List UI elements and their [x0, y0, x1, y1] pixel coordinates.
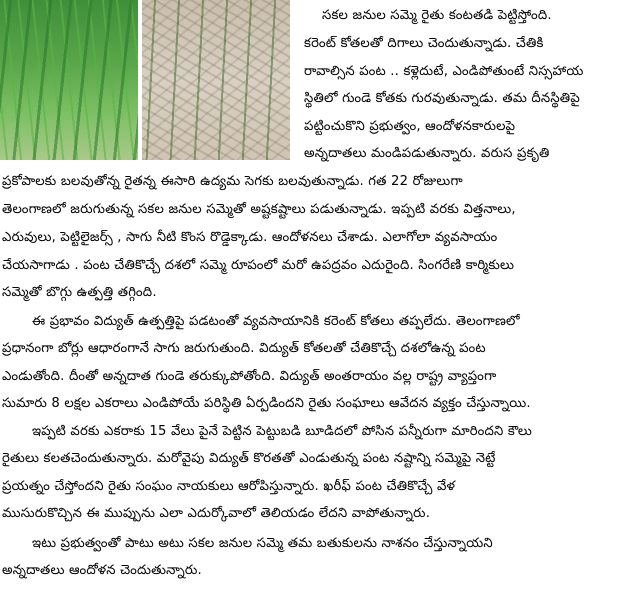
- text-line: ప్రకోపాలకు బలవుతోన్న రైతన్న ఈసారి ఉద్యమ సెగకు బలవుతున్నాడు. గత 22 రోజులుగా: [2, 174, 463, 189]
- text-line: కరెంట్ కోతలతో దిగాలు చెందుతున్నాడు. చేతికి: [304, 36, 544, 51]
- photo-strip: [0, 0, 290, 160]
- text-line: ఎరువులు, పెట్టిలైజర్స్ , సాగు నీటి కొంస రొడ్డెక్కాడు. ఆందోళనలు చేశాడు. ఎలాగోలా వ్యవసాయం: [2, 230, 498, 245]
- dry-crop-photo: [142, 0, 290, 160]
- text-line: ప్రయత్నం చేస్తోందని రైతు సంఘం నాయకులు ఆరోపిస్తున్నారు. ఖరీఫ్ పంట చేతికొచ్చే వేళ: [2, 479, 456, 494]
- text-line: ప్రధానంగా బోర్లు ఆధారంగానే సాగు జరుగుతుంది. విద్యుత్ కోతలతో చేతికొచ్చే దశలోఉన్న పంట: [2, 341, 486, 356]
- text-line: పట్టించుకొని ప్రభుత్వం, ఆందోళనకారులపై: [304, 119, 516, 134]
- text-line: అన్నదాతలు మండిపడుతున్నారు. వరుస ప్రకృతి: [304, 146, 550, 161]
- text-line: తెలంగాణలో జరుగుతున్న సకల జనుల సమ్మెతో అష్టకష్టాలు పడుతున్నాడు. ఇప్పటి వరకు విత్తనాలు,: [2, 202, 516, 217]
- text-line: ఇప్పటి వరకు ఎకరాకు 15 వేలు పైనే పెట్టిన పెట్టుబడి బూడిదలో పోసిన పన్నీరుగా మారిందని కౌలు: [32, 424, 533, 439]
- text-line: సమ్మెతో బొగ్గు ఉత్పత్తి తగ్గింది.: [2, 285, 157, 300]
- text-line: ఇటు ప్రభుత్వంతో పాటు అటు సకల జనుల సమ్మె తమ బతుకులను నాశనం చేస్తున్నాయని: [32, 536, 493, 551]
- text-line: ఈ ప్రభావం విద్యుత్ ఉత్పత్తిపై పడటంతో వ్యవసాయానికి కరెంట్ కోతలు తప్పలేదు. తెలంగాణలో: [32, 314, 520, 329]
- text-line: అన్నదాతలు ఆందోళన చెందుతున్నారు.: [2, 563, 202, 578]
- text-line: రైతులు కలతచెందుతున్నారు. మరోవైపు విద్యుత్ కొరతతో ఎండుతున్న పంట నష్టాన్ని సమ్మెపై నెట్టే: [2, 451, 496, 466]
- green-crop-photo: [0, 0, 138, 160]
- text-line: సుమారు 8 లక్షల ఎకరాలు ఎండిపోయే పరిస్థితి ఏర్పడిందని రైతు సంఘాలు ఆవేదన వ్యక్తం చేస్తున్నాయి.: [2, 396, 531, 411]
- text-line: ముసురుకొచ్చిన ఈ ముప్పును ఎలా ఎదుర్కోవాలో తెలియడం లేదని వాపోతున్నారు.: [2, 506, 431, 521]
- text-line: రావాల్సిన పంట .. కళ్లెదుటే, ఎండిపోతుంటే నిస్సహాయ: [304, 64, 584, 79]
- text-line: ఎండుతోంది. దీంతో అన్నదాత గుండె తరుక్కుపోతోంది. విద్యుత్ అంతరాయం వల్ల రాష్ట్ర వ్యాప్తంగా: [2, 369, 497, 384]
- text-line: స్థితిలో గుండె కోతకు గురవుతున్నాడు. తమ దీనస్థితిపై: [304, 91, 580, 106]
- text-line: చేయసాగాడు . పంట చేతికొచ్చే దశలో సమ్మె రూపంలో మరో ఉపద్రవం ఎదురైంది. సింగరేణి కార్మికులు: [2, 258, 515, 273]
- text-line: సకల జనుల సమ్మె రైతు కంటతడి పెట్టిస్తోంది.: [322, 8, 552, 23]
